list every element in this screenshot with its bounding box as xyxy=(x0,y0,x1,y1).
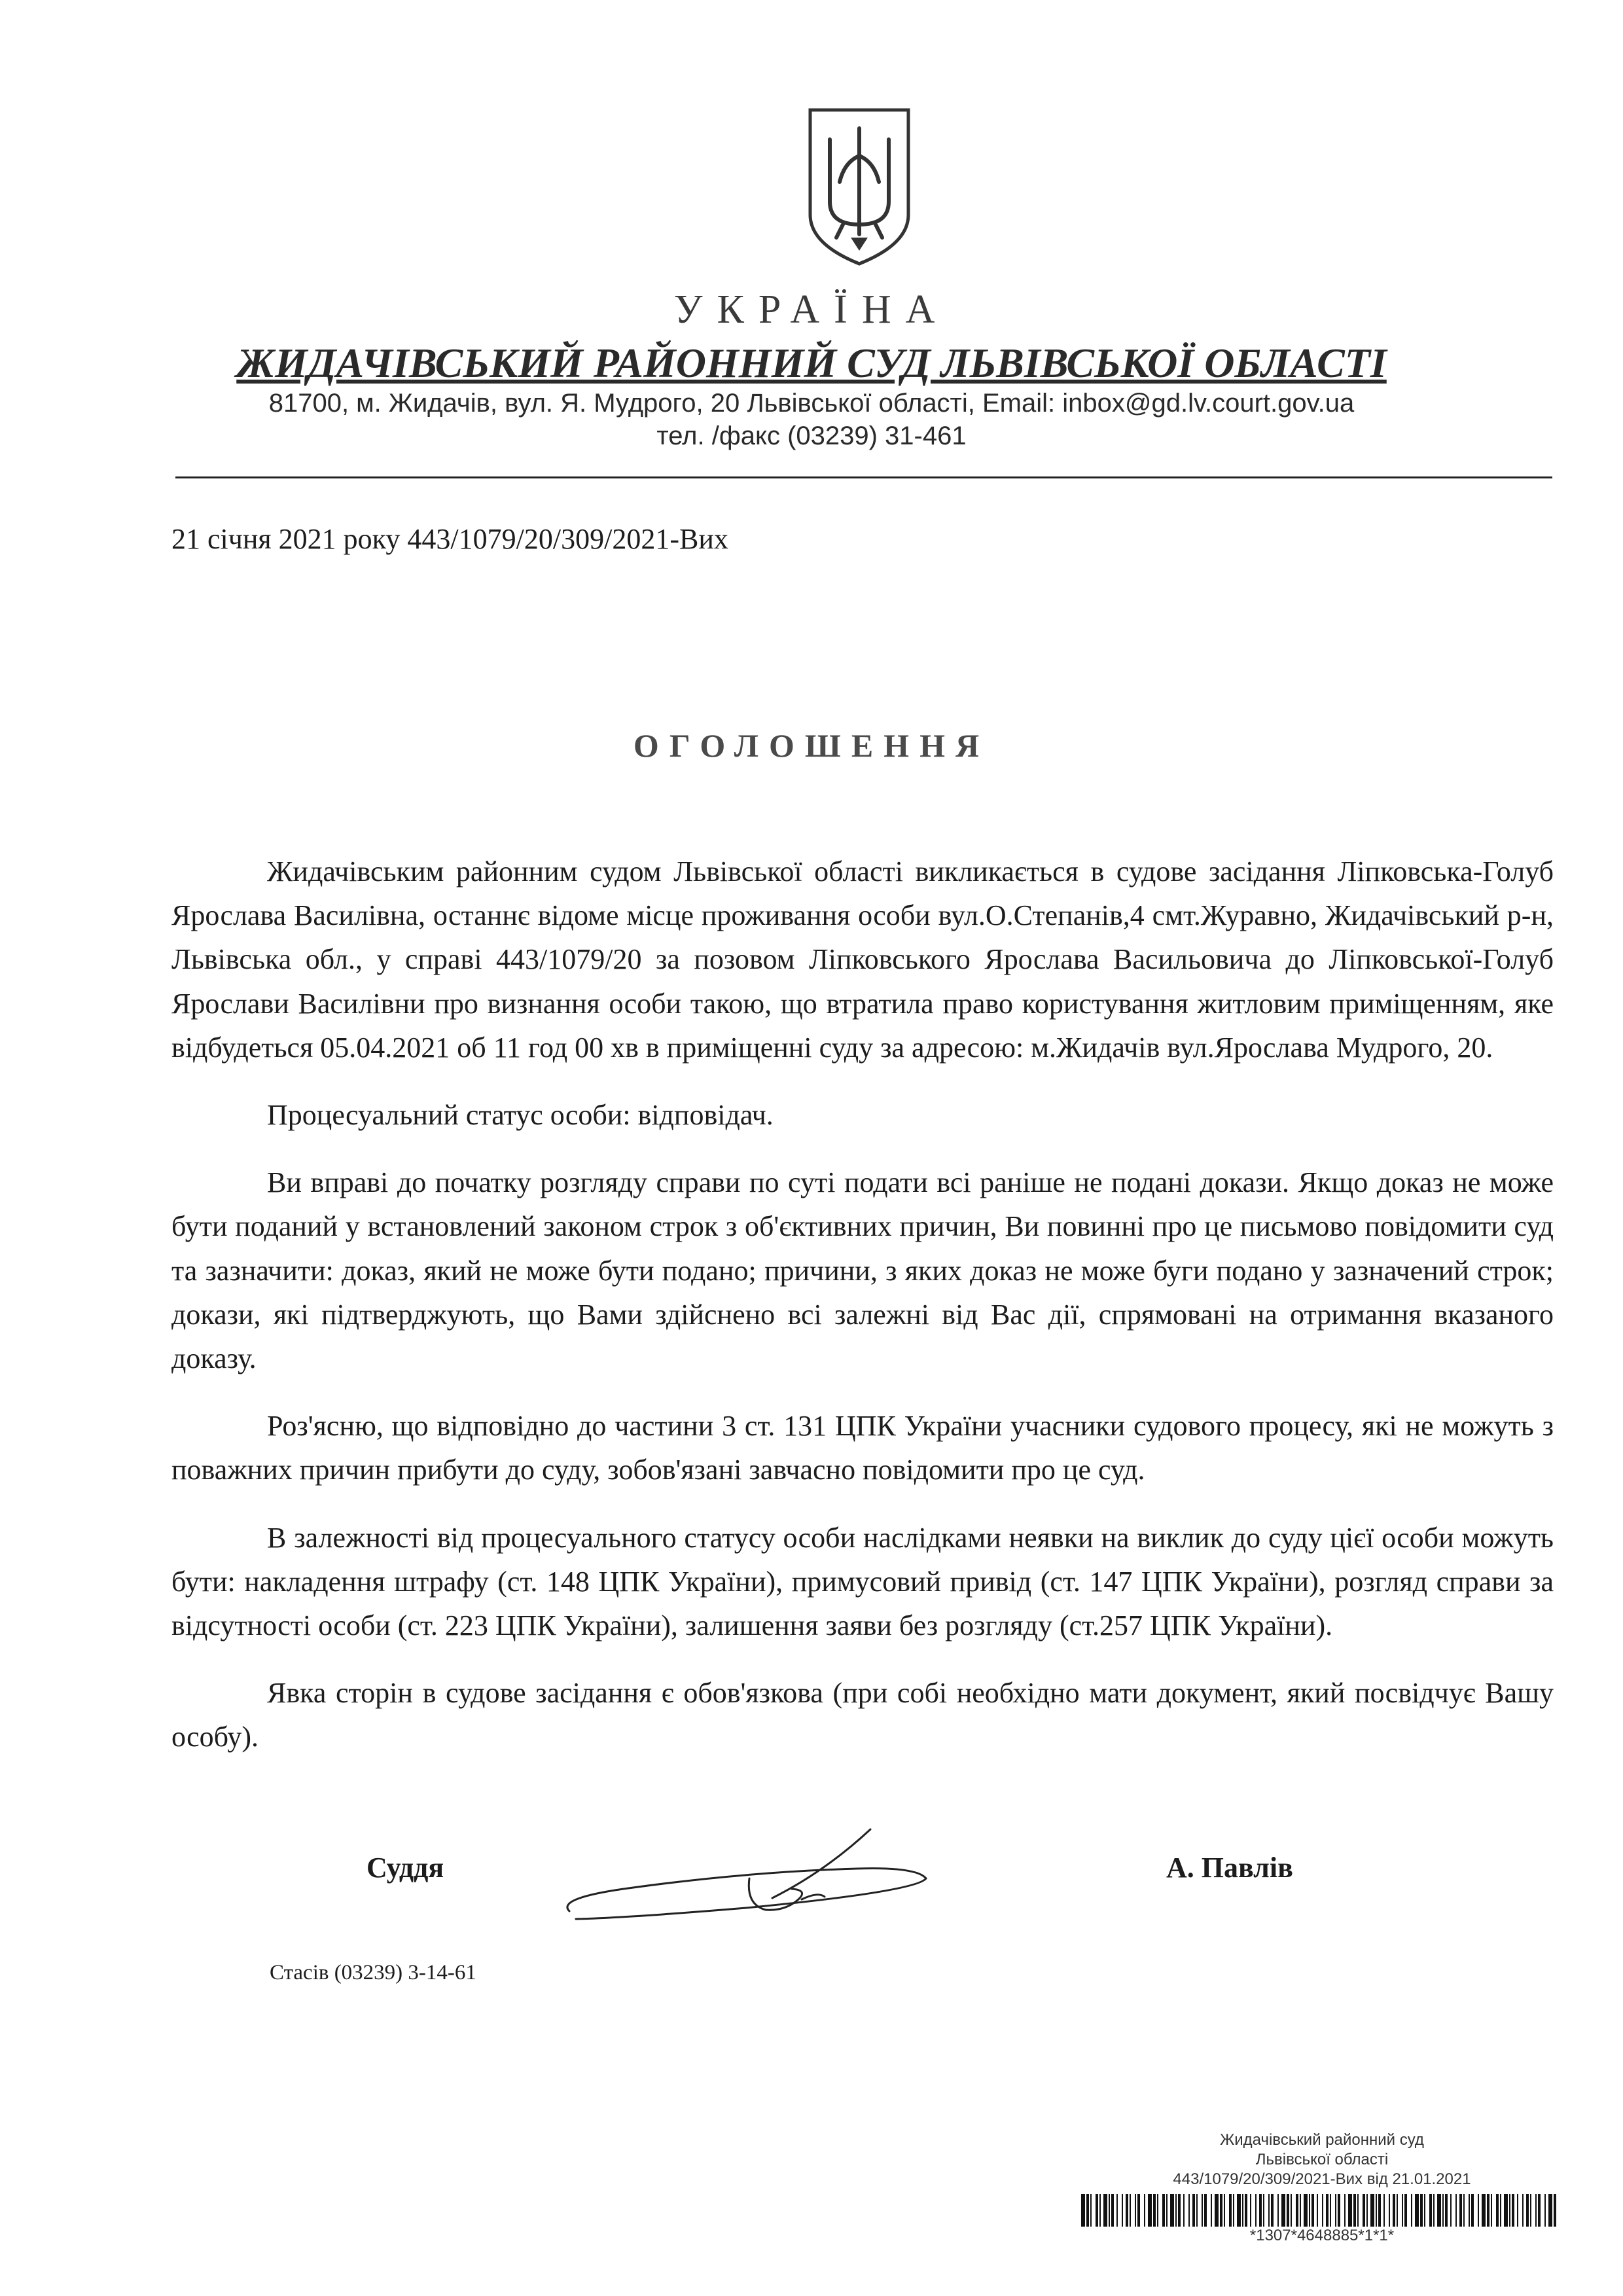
trident-emblem-icon xyxy=(804,103,915,267)
document-title: ОГОЛОШЕННЯ xyxy=(633,727,990,764)
judge-name: А. Павлів xyxy=(1166,1852,1293,1884)
date-reference: 21 січня 2021 року 443/1079/20/309/2021-Вих xyxy=(171,523,728,555)
paragraph-evidence: Ви вправі до початку розгляду справи по суті подати всі раніше не подані докази. Якщо доказ не може бути поданий у встановлений законом строк з об'єктивних причин, Ви повинні про це письмово повідомити суд та зазначити: доказ, який не може бути подано; причини, з яких доказ не може буги подано у зазначений строк; докази, які підтверджують, що Вами здійснено всі залежні від Вас дії, спрямовані на отримання вказаного доказу. xyxy=(171,1166,1554,1375)
court-phone: тел. /факс (03239) 31-461 xyxy=(656,422,967,450)
header-divider xyxy=(175,476,1552,478)
barcode-icon xyxy=(1081,2194,1558,2227)
signature-icon xyxy=(550,1826,942,1931)
paragraph-summons: Жидачівським районним судом Львівської області викликається в судове засідання Ліпковська-Голуб Ярослава Василівна, останнє відоме місце проживання особи вул.О.Степанів,4 смт.Журавно, Жидачівський р-н, Львівська обл., у справі 443/1079/20 за позовом Ліпковського Ярослава Васильовича до Ліпковської-Голуб Ярослави Василівни про визнання особи такою, що втратила право користування житловим приміщенням, яке відбудеться 05.04.2021 об 11 год 00 хв в приміщенні суду за адресою: м.Жидачів вул.Ярослава Мудрого, 20. xyxy=(171,855,1554,1064)
barcode-number: *1307*4648885*1*1* xyxy=(1249,2227,1395,2244)
country-heading: УКРАЇНА xyxy=(673,287,950,332)
court-address: 81700, м. Жидачів, вул. Я. Мудрого, 20 Львівської області, Email: inbox@gd.lv.court.gov.ua xyxy=(268,389,1355,418)
clerk-contact: Стасів (03239) 3-14-61 xyxy=(270,1961,476,1984)
stamp-court: Жидачівський районний суд xyxy=(1220,2131,1424,2149)
paragraph-consequences: В залежності від процесуального статусу особи наслідками неявки на виклик до суду цієї особи можуть бути: накладення штрафу (ст. 148 ЦПК України), примусовий привід (ст. 147 ЦПК України), розгляд справи за відсутності особи (ст. 223 ЦПК України), залишення заяви без розгляду (ст.257 ЦПК України). xyxy=(171,1521,1554,1642)
paragraph-attendance: Явка сторін в судове засідання є обов'язкова (при собі необхідно мати документ, який посвідчує Вашу особу). xyxy=(171,1677,1554,1753)
judge-label: Суддя xyxy=(366,1852,444,1884)
announcement-body xyxy=(171,850,1554,1783)
paragraph-absence-notice: Роз'ясню, що відповідно до частини 3 ст. 131 ЦПК України учасники судового процесу, які не можуть з поважних причин прибути до суду, зобов'язані завчасно повідомити про це суд. xyxy=(171,1410,1554,1486)
stamp-reference: 443/1079/20/309/2021-Вих від 21.01.2021 xyxy=(1173,2170,1471,2188)
stamp-region: Львівської області xyxy=(1255,2151,1389,2168)
paragraph-status: Процесуальний статус особи: відповідач. xyxy=(267,1099,774,1132)
registration-stamp xyxy=(1073,2130,1571,2189)
court-name-heading: ЖИДАЧІВСЬКИЙ РАЙОННИЙ СУД ЛЬВІВСЬКОЇ ОБЛАСТІ xyxy=(236,340,1387,386)
